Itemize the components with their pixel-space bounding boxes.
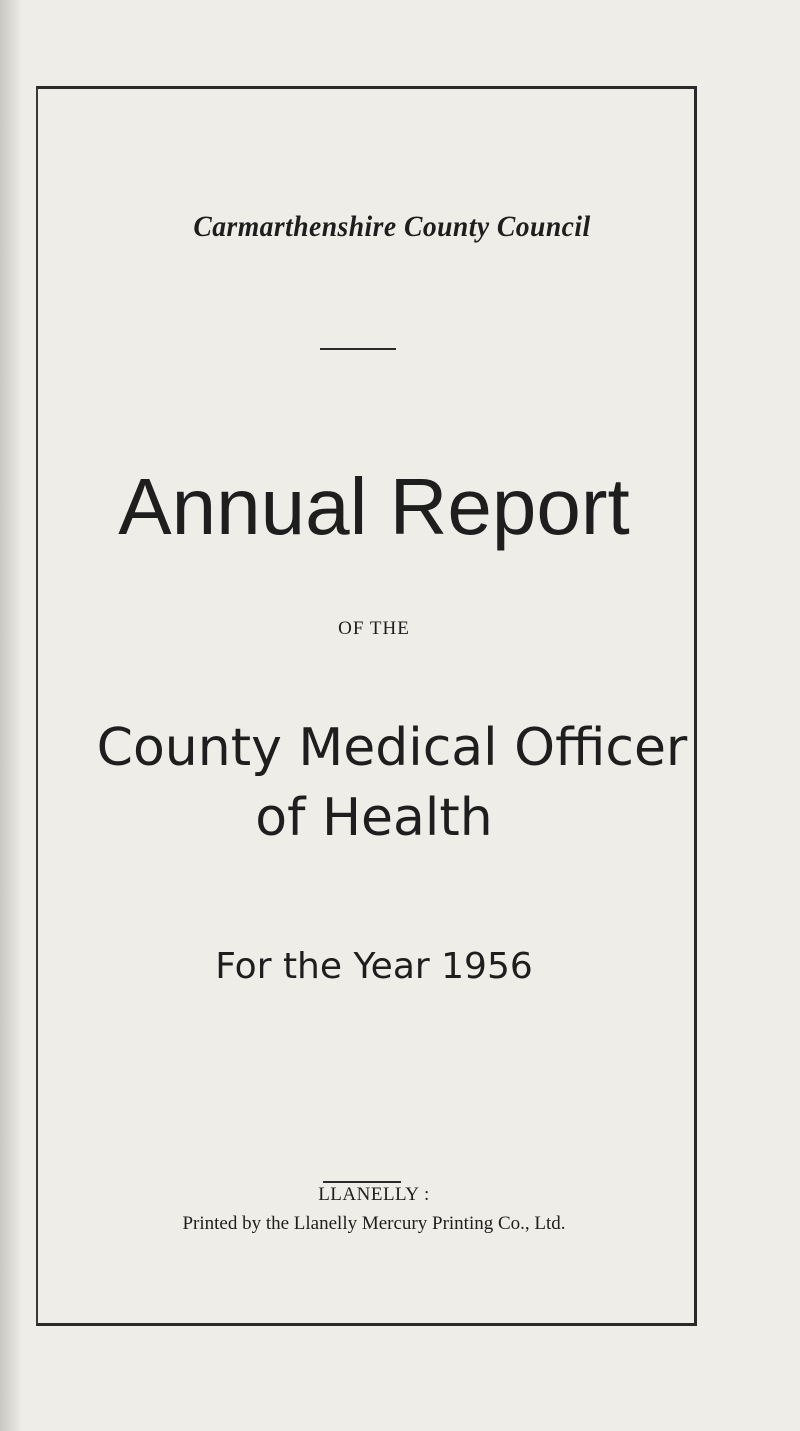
officer-title-line-1: County Medical Officer	[96, 718, 688, 778]
report-title: Annual Report	[118, 462, 630, 551]
report-year: For the Year 1956	[215, 946, 533, 987]
cover-border-frame	[36, 86, 697, 1326]
council-name: Carmarthenshire County Council	[193, 210, 591, 243]
bottom-divider-rule	[323, 1181, 401, 1183]
printer-credit: Printed by the Llanelly Mercury Printing Co., Ltd.	[182, 1213, 566, 1234]
publication-place: LLANELLY :	[318, 1184, 430, 1205]
officer-title-line-2: of Health	[255, 788, 493, 848]
top-divider-rule	[320, 348, 396, 350]
of-the-label: OF THE	[338, 618, 410, 639]
